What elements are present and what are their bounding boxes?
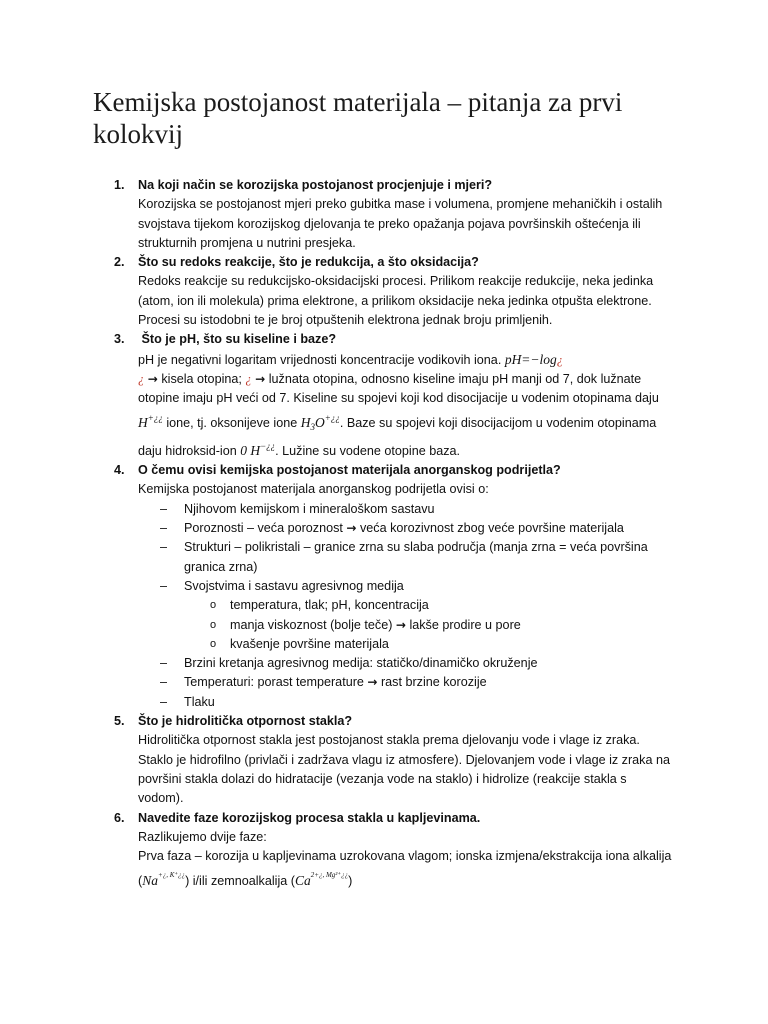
question-number: 5. <box>114 714 125 729</box>
alkaline-earth-charges: 2+¿, Mg²⁺¿¿ <box>310 871 349 880</box>
sublist-item <box>138 596 673 615</box>
answer-text: Hidrolitička otpornost stakla jest postojanost stakla prema djelovanju vode i vlage iz zraka. Staklo je hidrofilno (privlači i zadržava vlagu iz atmosfere). Djelovanjem vode i vlage iz zraka na površini stakla dolazi do hidratacije (vezanja vode na staklo) i hidrolize (reakcije stakla s vodom). <box>138 733 670 806</box>
dash-bullet: – <box>160 675 168 690</box>
factor-list-continued <box>138 654 673 712</box>
answer-part: pH je negativni logaritam vrijednosti koncentracije vodikovih iona. <box>138 352 502 367</box>
question-text: Navedite faze korozijskog procesa stakla u kapljevinama. <box>138 810 481 825</box>
arrow-right-icon: → <box>255 371 266 386</box>
sublist-item-text: manja viskoznost (bolje teče) <box>230 617 393 632</box>
alkali-charges: +¿, K⁺¿¿ <box>157 871 186 880</box>
arrow-right-icon: → <box>346 521 357 536</box>
page-title: Kemijska postojanost materijala – pitanja za prvi kolokvij <box>93 87 623 149</box>
hydroxide-ion: 0 H <box>240 442 261 458</box>
dash-bullet: – <box>160 656 168 671</box>
question-list <box>0 176 768 892</box>
dash-bullet: – <box>160 694 168 709</box>
question-3 <box>0 330 673 461</box>
question-4 <box>0 461 673 712</box>
sublist-item <box>138 635 673 654</box>
list-item <box>138 577 673 596</box>
hydronium-o: O <box>315 414 325 430</box>
answer-part: lužnata otopina, odnosno kiseline imaju pH manji od 7, dok lužnate otopine imaju pH veći od 7. Kiseline su spojevi koji kod disocijacije u vodenim otopinama daju <box>138 371 659 406</box>
sublist-item-text: lakše prodire u pore <box>409 617 521 632</box>
calcium-ion: Ca <box>294 873 311 889</box>
answer-part: ) <box>348 874 353 889</box>
answer-part: ) i/ili zemnoalkalija ( <box>185 874 295 889</box>
list-item-text: rast brzine korozije <box>380 675 487 690</box>
question-number: 1. <box>114 178 125 192</box>
circle-bullet: o <box>210 599 217 612</box>
sublist-item-text: temperatura, tlak; pH, koncentracija <box>230 598 429 613</box>
answer-text <box>138 847 673 892</box>
list-item-text: veća korozivnost zbog veće površine materijala <box>359 521 624 536</box>
list-item-text: Brzini kretanja agresivnog medija: statičko/dinamičko okruženje <box>184 656 538 671</box>
answer-part: Prva faza – korozija u kapljevinama uzrokovana vlagom; ionska izmjena/ekstrakcija iona alkalija ( <box>138 849 672 889</box>
answer-text <box>138 350 673 461</box>
list-item-text: Tlaku <box>184 694 215 709</box>
list-item-text: Poroznosti – veća poroznost <box>184 521 343 536</box>
question-number: 2. <box>114 255 125 270</box>
list-item <box>138 693 673 712</box>
sublist-item <box>138 616 673 635</box>
question-2 <box>0 253 673 330</box>
ph-formula: pH=−log <box>504 351 557 367</box>
question-number: 6. <box>114 810 125 825</box>
sodium-ion: Na <box>142 873 158 889</box>
question-text: Što su redoks reakcije, što je redukcija, a što oksidacija? <box>138 255 479 270</box>
question-text: Što je hidrolitička otpornost stakla? <box>138 714 353 729</box>
dash-bullet: – <box>160 540 168 555</box>
dash-bullet: – <box>160 578 168 593</box>
formula-glyph: ¿ <box>138 371 145 386</box>
answer-part: ione, tj. oksonijeve ione <box>166 415 298 430</box>
arrow-right-icon: → <box>147 371 158 386</box>
question-number: 3. <box>114 332 125 347</box>
formula-glyph: ¿ <box>556 352 564 367</box>
answer-text: Korozijska se postojanost mjeri preko gubitka mase i volumena, promjene mehaničkih i ostalih svojstava tijekom korozijskog djelovanja te preko opažanja pojava površinskih oštećenja ili strukturnih promjena u nutrini presjeka. <box>138 197 663 250</box>
question-5 <box>0 712 673 808</box>
question-text: O čemu ovisi kemijska postojanost materijala anorganskog podrijetla? <box>138 463 561 478</box>
answer-part: kisela otopina; <box>161 371 242 386</box>
answer-text: Razlikujemo dvije faze: <box>138 829 267 844</box>
circle-bullet: o <box>210 637 217 650</box>
list-item-text: Svojstvima i sastavu agresivnog medija <box>184 578 404 593</box>
list-item <box>138 519 673 538</box>
formula-glyph: ¿ <box>245 371 252 386</box>
hydrogen-ion-charge: +¿¿ <box>147 412 163 423</box>
hydroxide-charge: −¿¿ <box>260 440 276 451</box>
answer-part: . Lužine su vodene otopine baza. <box>275 443 461 458</box>
hydronium-h: H <box>300 414 311 430</box>
answer-part: . Baze su spojevi koji disocijacijom u vodenim otopinama daju hidroksid-ion <box>138 415 657 458</box>
list-item <box>138 673 673 692</box>
dash-bullet: – <box>160 501 168 516</box>
sublist-item-text: kvašenje površine materijala <box>230 636 389 651</box>
arrow-right-icon: → <box>395 617 406 632</box>
question-text: Na koji način se korozijska postojanost procjenjuje i mjeri? <box>138 178 493 192</box>
question-text <box>138 330 673 349</box>
list-item <box>138 654 673 673</box>
question-6 <box>0 809 673 892</box>
answer-text: Redoks reakcije su redukcijsko-oksidacijski procesi. Prilikom reakcije redukcije, neka jedinka (atom, ion ili molekula) prima elektrone, a prilikom oksidacije neka jedinka otpušta elektrone. Procesi su istodobni te je broj otpuštenih elektrona jednak broju primljenih. <box>138 274 654 328</box>
list-item-text: Temperaturi: porast temperature <box>184 675 364 690</box>
question-number: 4. <box>114 463 125 478</box>
list-item-text: Njihovom kemijskom i mineraloškom sastavu <box>184 501 435 516</box>
hydrogen-ion: H <box>138 414 148 430</box>
medium-sublist <box>138 596 673 654</box>
question-text-label: Što je pH, što su kiseline i baze? <box>141 332 337 347</box>
circle-bullet: o <box>210 618 217 631</box>
list-item <box>138 538 673 577</box>
arrow-right-icon: → <box>367 675 378 690</box>
hydronium-subscript: 3 <box>310 421 315 432</box>
list-item-text: Strukturi – polikristali – granice zrna su slaba područja (manja zrna = veća površina granica zrna) <box>184 540 648 574</box>
list-item <box>138 500 673 519</box>
question-1 <box>0 176 673 253</box>
hydronium-charge: +¿¿ <box>324 412 340 423</box>
answer-text: Kemijska postojanost materijala anorganskog podrijetla ovisi o: <box>138 482 489 497</box>
factor-list <box>138 500 673 596</box>
dash-bullet: – <box>160 521 168 536</box>
